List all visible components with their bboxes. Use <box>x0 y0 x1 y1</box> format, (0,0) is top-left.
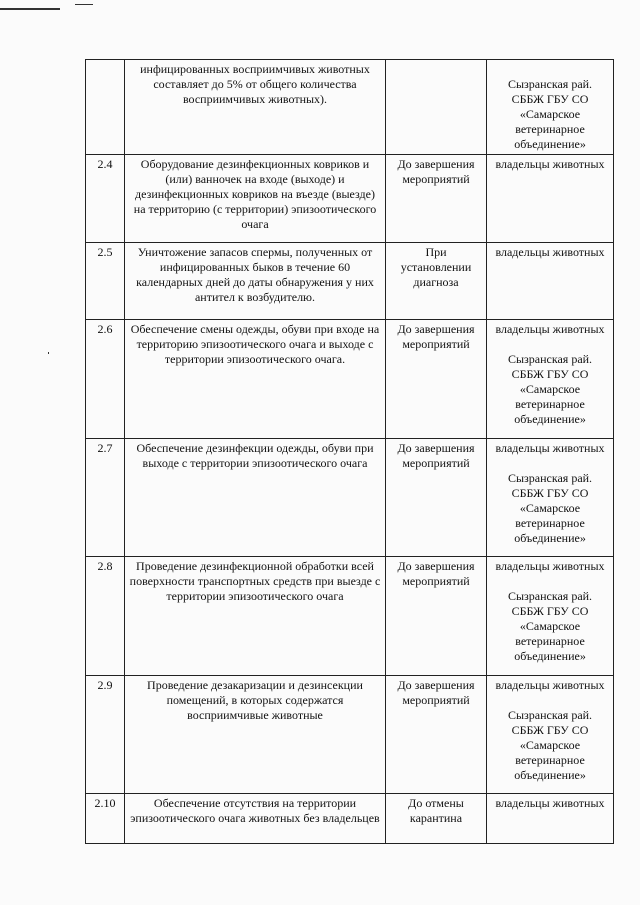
row-responsible <box>487 320 614 439</box>
responsible-owners: владельцы животных <box>495 441 605 455</box>
row-number: 2.6 <box>86 320 125 439</box>
row-action: Оборудование дезинфекционных ковриков и (или) ванночек на входе (выходе) и дезинфекционных ковриков на въезде (выезде) на территорию (с территории) эпизоотического очага <box>125 155 386 243</box>
row-term: До завершения мероприятий <box>386 557 487 676</box>
responsible-organization: Сызранская рай. СББЖ ГБУ СО «Самарское ветеринарное объединение» <box>507 589 593 663</box>
responsible-owners: владельцы животных <box>495 796 605 810</box>
row-number: 2.8 <box>86 557 125 676</box>
table-row <box>86 439 614 557</box>
row-responsible <box>487 155 614 243</box>
responsible-organization: Сызранская рай. СББЖ ГБУ СО «Самарское ветеринарное объединение» <box>507 708 593 782</box>
row-term <box>386 60 487 155</box>
row-number: 2.7 <box>86 439 125 557</box>
row-action: Обеспечение смены одежды, обуви при входе на территорию эпизоотического очага и выходе с территории эпизоотического очага. <box>125 320 386 439</box>
row-responsible <box>487 243 614 320</box>
row-term: До завершения мероприятий <box>386 155 487 243</box>
row-action: Уничтожение запасов спермы, полученных от инфицированных быков в течение 60 календарных дней до даты обнаружения у них антител к возбудителю. <box>125 243 386 320</box>
responsible-organization: Сызранская рай. СББЖ ГБУ СО «Самарское ветеринарное объединение» <box>507 471 593 545</box>
row-term: До завершения мероприятий <box>386 676 487 794</box>
row-number: 2.5 <box>86 243 125 320</box>
row-responsible <box>487 557 614 676</box>
table-row <box>86 676 614 794</box>
responsible-organization: Сызранская рай. СББЖ ГБУ СО «Самарское ветеринарное объединение» <box>507 77 593 151</box>
row-responsible <box>487 676 614 794</box>
responsible-owners: владельцы животных <box>495 678 605 692</box>
row-term: При установлении диагноза <box>386 243 487 320</box>
table-row <box>86 557 614 676</box>
responsible-owners: владельцы животных <box>495 245 605 259</box>
row-responsible <box>487 439 614 557</box>
row-action: Обеспечение дезинфекции одежды, обуви при выходе с территории эпизоотического очага <box>125 439 386 557</box>
scan-artifact <box>0 8 60 10</box>
table-row <box>86 794 614 844</box>
row-action: инфицированных восприимчивых животных составляет до 5% от общего количества восприимчивых животных). <box>125 60 386 155</box>
responsible-owners: владельцы животных <box>495 559 605 573</box>
row-term: До отмены карантина <box>386 794 487 844</box>
table-row <box>86 243 614 320</box>
row-responsible <box>487 60 614 155</box>
responsible-owners: владельцы животных <box>495 157 605 171</box>
scan-artifact <box>48 352 49 354</box>
measures-table <box>85 59 614 844</box>
row-number: 2.9 <box>86 676 125 794</box>
scan-artifact <box>75 4 93 5</box>
table-row <box>86 60 614 155</box>
row-action: Обеспечение отсутствия на территории эпизоотического очага животных без владельцев <box>125 794 386 844</box>
row-action: Проведение дезинфекционной обработки всей поверхности транспортных средств при выезде с территории эпизоотического очага <box>125 557 386 676</box>
table-row <box>86 320 614 439</box>
row-number: 2.10 <box>86 794 125 844</box>
responsible-organization: Сызранская рай. СББЖ ГБУ СО «Самарское ветеринарное объединение» <box>507 352 593 426</box>
responsible-owners: владельцы животных <box>495 322 605 336</box>
row-number <box>86 60 125 155</box>
row-number: 2.4 <box>86 155 125 243</box>
row-term: До завершения мероприятий <box>386 439 487 557</box>
row-action: Проведение дезакаризации и дезинсекции помещений, в которых содержатся восприимчивые животные <box>125 676 386 794</box>
row-responsible <box>487 794 614 844</box>
table-row <box>86 155 614 243</box>
row-term: До завершения мероприятий <box>386 320 487 439</box>
